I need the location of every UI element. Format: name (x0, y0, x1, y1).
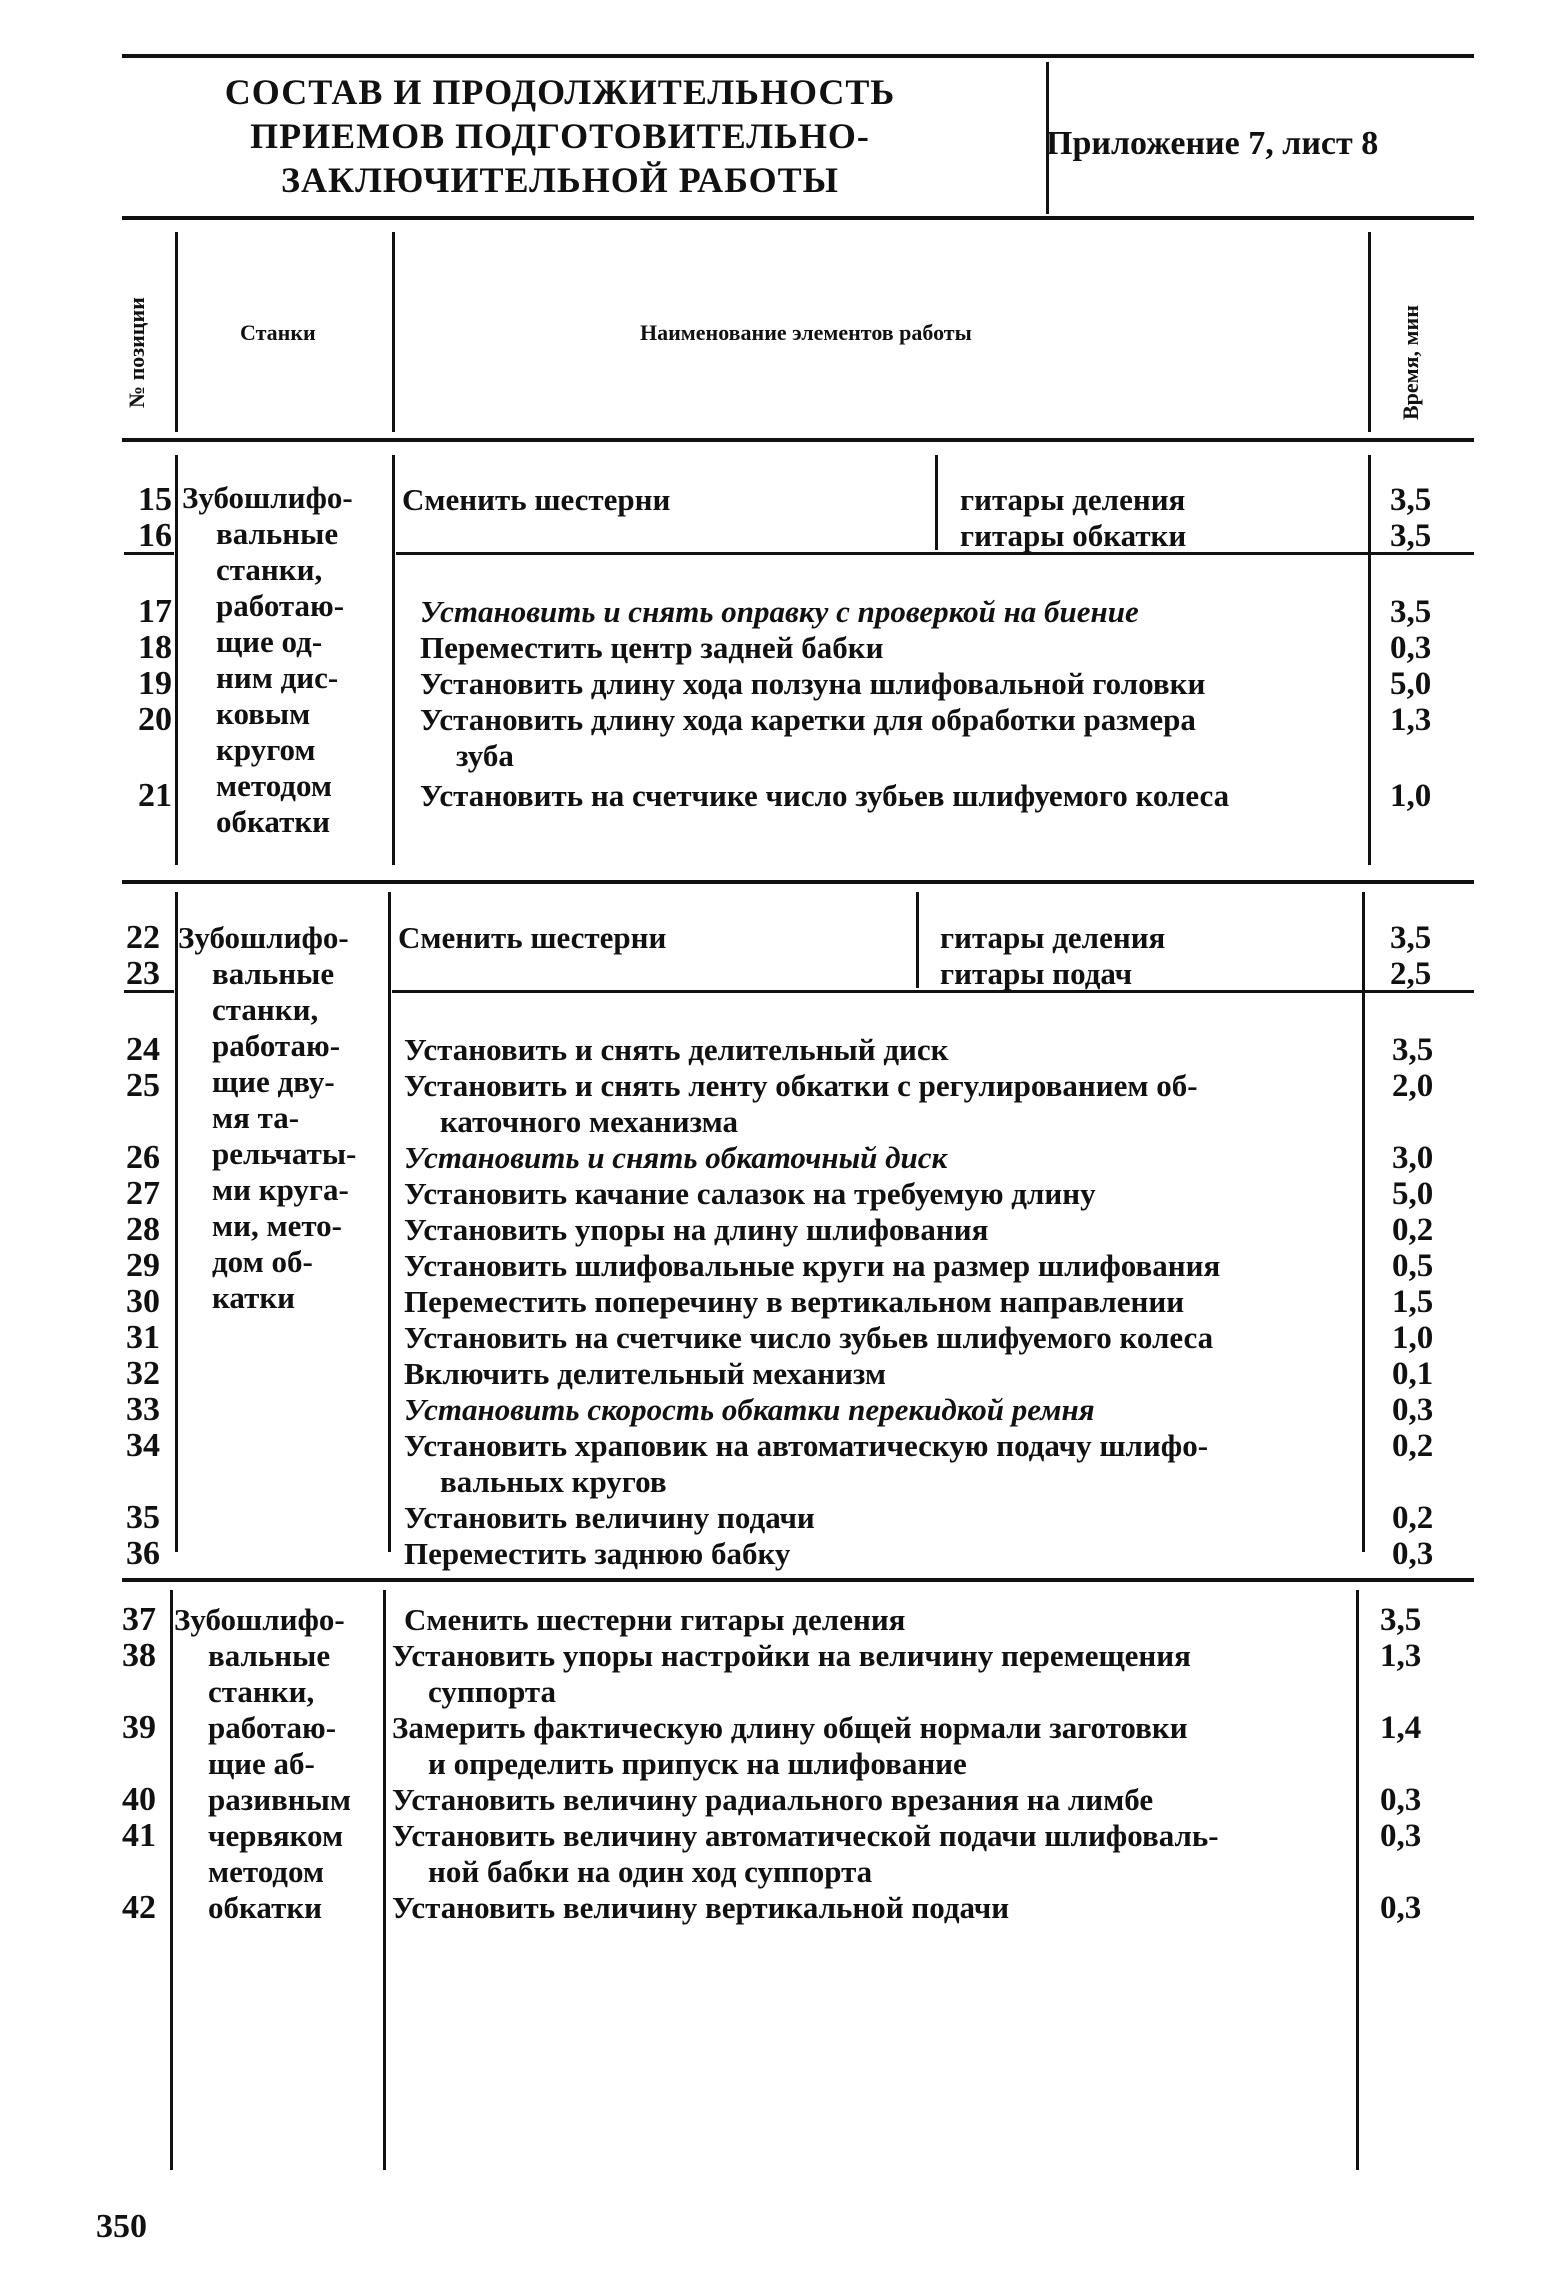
operation-text: Переместить центр задней бабки (420, 630, 884, 665)
row-number: 34 (126, 1427, 160, 1464)
time-value: 1,0 (1390, 778, 1432, 814)
time-value: 5,0 (1390, 666, 1432, 702)
group2-col-divider-2 (388, 892, 391, 1552)
document-title (180, 70, 940, 202)
time-value: 0,2 (1392, 1428, 1434, 1464)
time-value: 1,4 (1380, 1710, 1422, 1746)
operation-text: Установить величину вертикальной подачи (392, 1890, 1010, 1925)
group1-col-divider-3 (1368, 455, 1371, 865)
operation-text: Установить длину хода ползуна шлифовальной головки (420, 666, 1206, 701)
row-number: 28 (126, 1211, 160, 1248)
row-number: 35 (126, 1499, 160, 1536)
row-number: 30 (126, 1283, 160, 1320)
time-value: 0,3 (1380, 1890, 1422, 1926)
col-divider-2 (392, 232, 395, 432)
gear-item: гитары деления (960, 482, 1186, 517)
row-number: 21 (138, 777, 172, 814)
operation-text-continued: суппорта (428, 1674, 557, 1709)
group1-gear-change-label: Сменить шестерни (402, 482, 671, 517)
operation-text: Установить упоры настройки на величину перемещения (392, 1638, 1191, 1673)
group1-gear-divider (935, 455, 938, 550)
group1-machine-name: Зубошлифо- вальные станки, работаю- щие од- ним дис- ковым кругом методом обкатки (182, 480, 353, 839)
row-number: 31 (126, 1319, 160, 1356)
column-header-machines: Станки (240, 320, 316, 345)
row-number: 36 (126, 1535, 160, 1572)
row-number: 27 (126, 1175, 160, 1212)
row-number: 18 (138, 629, 172, 666)
operation-text-continued: ной бабки на один ход суппорта (428, 1854, 873, 1889)
operation-text: Установить скорость обкатки перекидкой ремня (404, 1392, 1095, 1427)
row-number: 39 (122, 1709, 156, 1746)
operation-text: Установить храповик на автоматическую подачу шлифо- (404, 1428, 1209, 1463)
group-separator-1 (122, 880, 1474, 884)
time-value: 1,5 (1392, 1284, 1434, 1320)
row-number: 17 (138, 593, 172, 630)
time-value: 2,0 (1392, 1068, 1434, 1104)
operation-text: Установить величину автоматической подачи шлифоваль- (392, 1818, 1219, 1853)
row-number: 16 (138, 517, 172, 554)
group2-gear-divider (916, 892, 919, 988)
operation-text-continued: зуба (456, 738, 514, 773)
group-separator-2 (122, 1578, 1474, 1582)
group3-col-divider-3 (1356, 1590, 1359, 2170)
gear-item: гитары деления (940, 920, 1166, 955)
row-number: 42 (122, 1889, 156, 1926)
col-divider-3 (1368, 232, 1371, 432)
row-number: 33 (126, 1391, 160, 1428)
time-value: 0,2 (1392, 1500, 1434, 1536)
operation-text: Установить на счетчике число зубьев шлифуемого колеса (404, 1320, 1214, 1355)
time-value: 0,3 (1392, 1392, 1434, 1428)
operation-text: Установить шлифовальные круги на размер шлифования (404, 1248, 1221, 1283)
operation-text: Переместить заднюю бабку (404, 1536, 791, 1571)
operation-text: Установить качание салазок на требуемую длину (404, 1176, 1096, 1211)
time-value: 1,3 (1380, 1638, 1422, 1674)
header-bottom-rule (122, 216, 1474, 220)
operation-text: Установить и снять ленту обкатки с регулированием об- (404, 1068, 1198, 1103)
row-number: 23 (126, 955, 160, 992)
column-header-time: Время, мин (1398, 305, 1423, 420)
page-number: 350 (96, 2208, 147, 2245)
operation-text: Замерить фактическую длину общей нормали заготовки (392, 1710, 1188, 1745)
time-value: 3,5 (1380, 1602, 1422, 1638)
time-value: 3,5 (1390, 594, 1432, 630)
time-value: 0,1 (1392, 1356, 1434, 1392)
column-header-position: № позиции (124, 297, 149, 408)
title-line: ПРИЕМОВ ПОДГОТОВИТЕЛЬНО- (250, 116, 870, 156)
time-value: 0,5 (1392, 1248, 1434, 1284)
operation-text-continued: вальных кругов (440, 1464, 667, 1499)
row-number: 22 (126, 919, 160, 956)
appendix-label: Приложение 7, лист 8 (1046, 125, 1379, 162)
time-value: 3,5 (1392, 1032, 1434, 1068)
time-value: 0,3 (1392, 1536, 1434, 1572)
row-number: 24 (126, 1031, 160, 1068)
time-value: 2,5 (1390, 956, 1432, 992)
group2-machine-name: Зубошлифо- вальные станки, работаю- щие дву- мя та- рельчаты- ми круга- ми, мето- дом об- катки (178, 920, 357, 1315)
group1-col-divider-1 (175, 455, 178, 865)
time-value: 3,5 (1390, 920, 1432, 956)
operation-text: Установить и снять обкаточный диск (404, 1140, 948, 1175)
row-number: 20 (138, 701, 172, 738)
row-number: 29 (126, 1247, 160, 1284)
time-value: 5,0 (1392, 1176, 1434, 1212)
time-value: 1,3 (1390, 702, 1432, 738)
operation-text: Установить упоры на длину шлифования (404, 1212, 989, 1247)
time-value: 0,3 (1380, 1818, 1422, 1854)
title-line: СОСТАВ И ПРОДОЛЖИТЕЛЬНОСТЬ (224, 72, 896, 112)
operation-text: Установить величину радиального врезания на лимбе (392, 1782, 1154, 1817)
column-header-elements: Наименование элементов работы (640, 320, 972, 345)
gear-item: гитары обкатки (960, 518, 1187, 553)
row-number: 38 (122, 1637, 156, 1674)
group2-gear-rule (392, 990, 1474, 993)
operation-text: Включить делительный механизм (404, 1356, 886, 1391)
group1-col-divider-2 (392, 455, 395, 865)
operation-text: Установить длину хода каретки для обработки размера (420, 702, 1196, 737)
row-number: 37 (122, 1601, 156, 1638)
time-value: 3,0 (1392, 1140, 1434, 1176)
operation-text: Установить и снять оправку с проверкой на биение (420, 594, 1139, 629)
row-number: 32 (126, 1355, 160, 1392)
time-value: 0,3 (1380, 1782, 1422, 1818)
operation-text: Сменить шестерни гитары деления (404, 1602, 906, 1637)
group3-machine-name: Зубошлифо- вальные станки, работаю- щие аб- разивным червяком методом обкатки (174, 1602, 351, 1925)
time-value: 1,0 (1392, 1320, 1434, 1356)
row-number: 40 (122, 1781, 156, 1818)
time-value: 3,5 (1390, 518, 1432, 554)
time-value: 0,3 (1390, 630, 1432, 666)
top-rule (122, 54, 1474, 58)
title-line: ЗАКЛЮЧИТЕЛЬНОЙ РАБОТЫ (281, 160, 839, 200)
operation-text-continued: и определить припуск на шлифование (428, 1746, 967, 1781)
row-number: 41 (122, 1817, 156, 1854)
operation-text: Установить на счетчике число зубьев шлифуемого колеса (420, 778, 1230, 813)
time-value: 0,2 (1392, 1212, 1434, 1248)
row-number: 15 (138, 481, 172, 518)
operation-text: Установить и снять делительный диск (404, 1032, 949, 1067)
group3-col-divider-2 (383, 1590, 386, 2170)
operation-text: Установить величину подачи (404, 1500, 815, 1535)
group3-col-divider-1 (170, 1590, 173, 2170)
row-number: 25 (126, 1067, 160, 1104)
group1-gear-rule (396, 552, 1474, 555)
col-divider-1 (175, 232, 178, 432)
group2-gear-change-label: Сменить шестерни (398, 920, 667, 955)
operation-text-continued: каточного механизма (440, 1104, 738, 1139)
row-number: 19 (138, 665, 172, 702)
row-number: 26 (126, 1139, 160, 1176)
gear-item: гитары подач (940, 956, 1133, 991)
column-header-rule (122, 438, 1474, 442)
operation-text: Переместить поперечину в вертикальном направлении (404, 1284, 1185, 1319)
time-value: 3,5 (1390, 482, 1432, 518)
